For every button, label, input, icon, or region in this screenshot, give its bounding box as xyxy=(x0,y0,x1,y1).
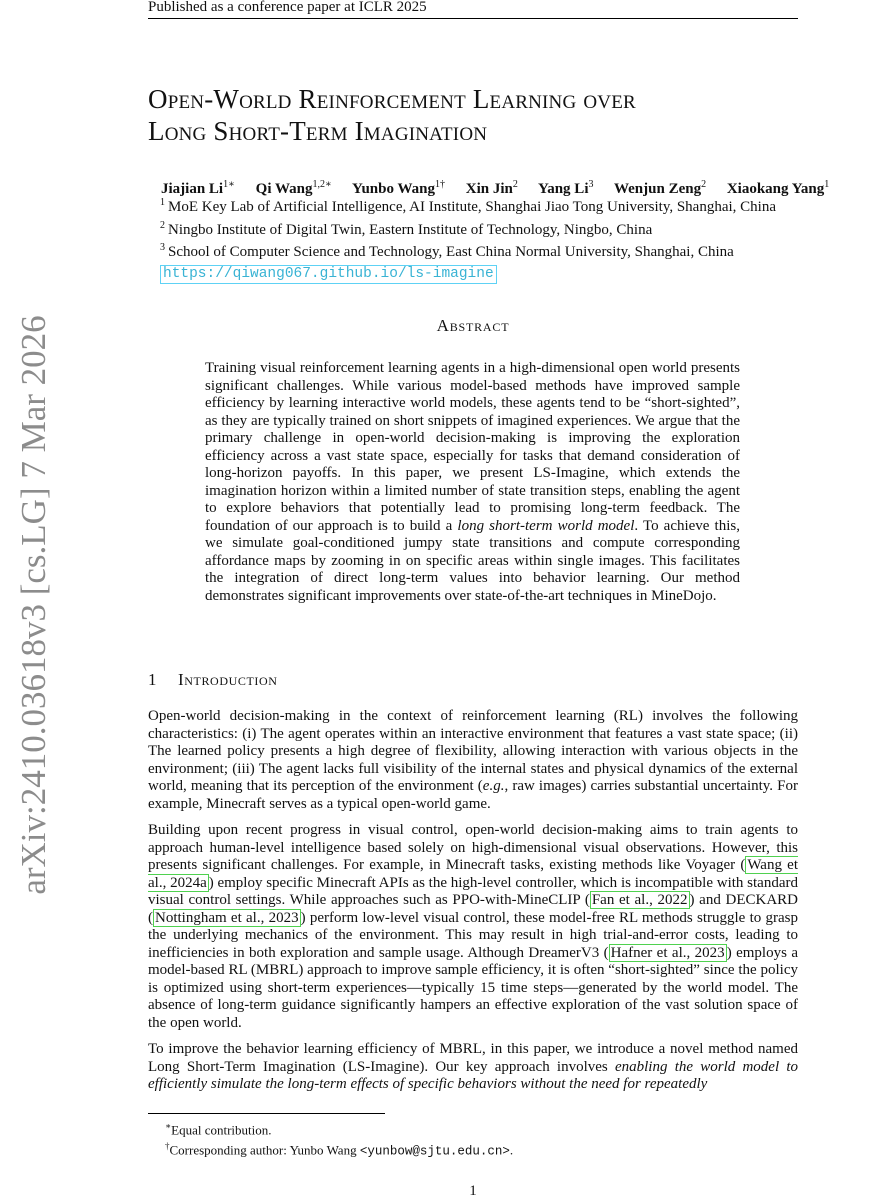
section-heading-introduction xyxy=(148,670,548,690)
footnotes xyxy=(165,1118,805,1161)
author: Yang Li$^3$ xyxy=(538,179,594,197)
citation-link[interactable]: Wang et al., 2024a xyxy=(148,857,798,891)
author: Jiajian $Li^{1∗}$ xyxy=(161,179,235,197)
footnote-corresponding-author: †Corresponding author: Yunbo Wang <yunbow@sjtu.edu.cn>. xyxy=(165,1141,514,1159)
citation-link[interactable]: Fan et al., 2022 xyxy=(591,892,688,908)
author: Xin Jin$^2$ xyxy=(465,179,518,197)
page-number: 1 xyxy=(469,1183,477,1199)
section-number: 1 xyxy=(148,670,158,689)
affiliations xyxy=(160,194,860,284)
header-rule xyxy=(148,18,798,19)
author: Yunbo Wang$^{1\dagger}$ xyxy=(352,179,445,197)
abstract-text: Training visual reinforcement learning agents in a high-dimensional open world presents significant challenges. While various model-based methods have improved sample efficiency by learning interactive world models, these agents tend to be “short-sighted”, as they are typically trained on short snippets of imagined experiences. We argue that the primary challenge in open-world decision-making is improving the exploration efficiency across a vast state space, especially for tasks that demand consideration of long-horizon payoffs. In this paper, we present LS-Imagine, which extends the imagination horizon within a limited number of state transition steps, enabling the agent to explore behaviors that potentially lead to promising long-term feedback. The foundation of our approach is to build a long short-term world model. To achieve this, we simulate goal-conditioned jumpy state transitions and compute corresponding affordance maps by zooming in on specific areas within single images. This facilitates the integration of direct long-term values into behavior learning. Our method demonstrates significant improvements over state-of-the-art techniques in MineDojo. xyxy=(205,360,740,604)
introduction-body xyxy=(148,708,798,1103)
paragraph: Open-world decision-making in the context of reinforcement learning (RL) involves the following characteristics: (i) The agent operates within an interactive environment that features a vast state space; (ii) The learned policy presents a high degree of flexibility, allowing interaction with various objects in the environment; (iii) The agent lacks full visibility of the internal states and physical dynamics of the external world, meaning that its perception of the environment (e.g., raw images) carries substantial uncertainty. For example, Minecraft serves as a typical open-world game. xyxy=(148,708,798,812)
paragraph: To improve the behavior learning efficiency of MBRL, in this paper, we introduce a novel method named Long Short-Term Imagination (LS-Imagine). Our key approach involves enabling the world model to efficiently simulate the long-term effects of specific behaviors without the need for repeatedly xyxy=(148,1041,799,1092)
affiliation: $^1$ MoE Key Lab of Artificial Intelligence, AI Institute, Shanghai Jiao Tong University, Shanghai, China xyxy=(160,197,776,215)
affiliation: $^2$ Ningbo Institute of Digital Twin, Eastern Institute of Technology, Ningbo, China xyxy=(160,219,653,238)
author-list xyxy=(161,175,879,195)
author: Qi Wang$^{1,2∗}$ xyxy=(255,179,332,197)
author: Wenjun Zeng$^2$ xyxy=(613,179,707,197)
citation-link[interactable]: Nottingham et al., 2023 xyxy=(155,909,299,926)
title-line-1: Open-World Reinforcement Learning over xyxy=(148,84,636,114)
citation-link[interactable]: Hafner et al., 2023 xyxy=(610,944,725,961)
footnote-equal-contribution: ∗Equal contribution. xyxy=(165,1121,272,1138)
author: Xiaokang Yang$^1$ xyxy=(726,179,830,197)
paper-title xyxy=(148,83,808,147)
project-page-link[interactable]: https://qiwang067.github.io/ls-imagine xyxy=(160,265,497,284)
title-line-2: Long Short-Term Imagination xyxy=(148,116,488,146)
footnote-rule xyxy=(148,1113,385,1114)
paragraph: Building upon recent progress in visual control, open-world decision-making aims to train agents to approach human-level intelligence based solely on high-dimensional visual observations. However, this presents significant challenges. For example, in Minecraft tasks, existing methods like Voyager ( Wang et al., 2024a ) employ specific Minecraft APIs as the high-level controller, which is incompatible with standard visual control settings. While approaches such as PPO-with-MineCLIP ( Fan et al., 2022 ) and DECKARD ( Nottingham et al., 2023 ) perform low-level visual control, these model-free RL methods struggle to grasp the underlying mechanics of the environment. This may result in high trial-and-error costs, leading to inefficiencies in both exploration and sample usage. Although DreamerV3 ( Hafner et al., 2023 ) employs a model-based RL (MBRL) approach to improve sample efficiency, it is often “short-sighted” since the policy is optimized using short-term experiences—typically 15 time steps—generated by the world model. The absence of long-term guidance significantly hampers an effective exploration of the vast solution space of the open world. xyxy=(148,822,799,1031)
affiliation: $^3$ School of Computer Science and Technology, East China Normal University, Shanghai, China xyxy=(160,242,734,260)
abstract-heading: Abstract xyxy=(436,316,510,335)
arxiv-identifier[interactable]: arXiv:2410.03618v3 [cs.LG] 7 Mar 2026 xyxy=(14,315,53,895)
author-email[interactable]: <yunbow@sjtu.edu.cn> xyxy=(359,1144,510,1159)
running-header: Published as a conference paper at ICLR 2025 xyxy=(148,0,427,15)
section-title: Introduction xyxy=(178,670,278,689)
